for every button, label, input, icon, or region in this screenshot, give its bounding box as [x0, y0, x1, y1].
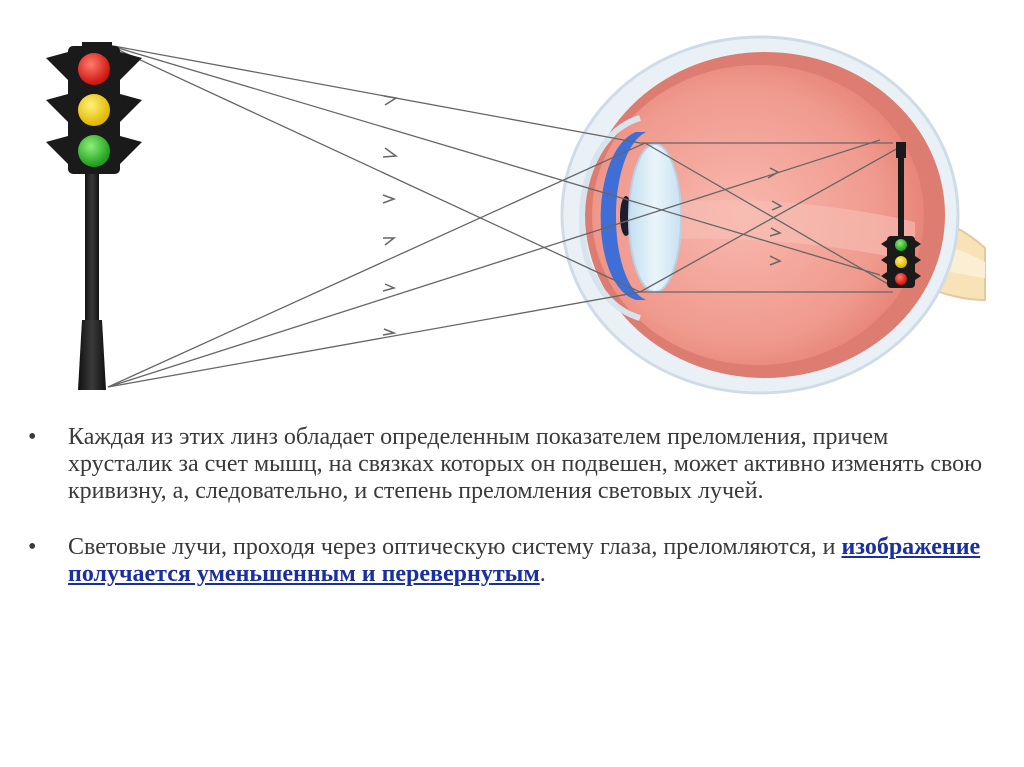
- traffic-light-pole: [85, 170, 99, 322]
- traffic-light: [46, 42, 142, 390]
- bullet-dot: •: [28, 424, 37, 450]
- ray-arrow: [383, 284, 394, 291]
- green-light: [78, 135, 110, 167]
- bullet-dot: •: [28, 534, 37, 560]
- retina-image-red-light: [895, 273, 907, 285]
- ray: [108, 143, 645, 387]
- bullet-list: [28, 424, 988, 588]
- bullet-2-text-end: .: [539, 561, 546, 587]
- bullet-item-image-inverted: [28, 534, 988, 588]
- retina-image-yellow-light: [895, 256, 907, 268]
- ray-arrow: [383, 195, 394, 203]
- ray-arrow: [384, 96, 396, 105]
- ray: [108, 292, 640, 387]
- traffic-light-base: [78, 320, 106, 390]
- bullet-2-text-start: Световые лучи, проходя через оптическую систему глаза, преломляются, и: [68, 534, 842, 560]
- bullet-2-highlight: изображение получается уменьшенным и перевернутым: [68, 534, 981, 587]
- bullet-item-lens-refraction: [28, 424, 988, 505]
- bullet-1-text: Каждая из этих линз обладает определенным показателем преломления, причем хрусталик за счет мышц, на связках которых он подвешен, может активно изменять свою кривизну, а, следовательно, и степень преломления световых лучей.: [68, 424, 983, 504]
- retina-image-green-light: [895, 239, 907, 251]
- ray-arrow: [383, 329, 394, 335]
- ray: [108, 45, 640, 143]
- ray: [108, 45, 640, 292]
- red-light: [78, 53, 110, 85]
- ray-arrow: [383, 148, 396, 157]
- ray-arrow: [383, 238, 394, 245]
- retina-image-pole-base: [896, 142, 906, 158]
- yellow-light: [78, 94, 110, 126]
